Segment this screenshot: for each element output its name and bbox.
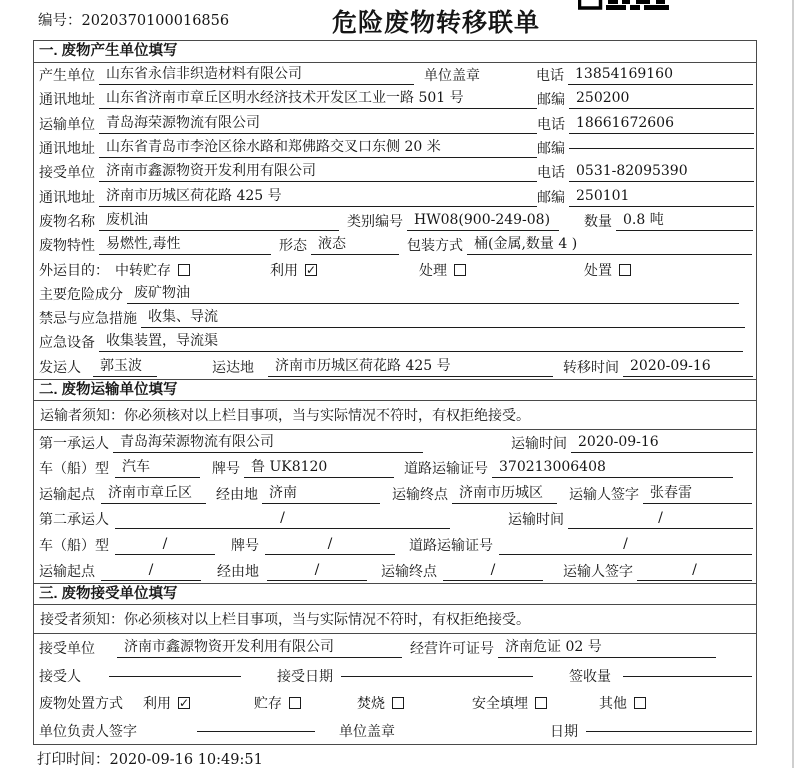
checkbox-option-storage [254, 693, 301, 713]
field-label: 类别编号 [347, 213, 403, 230]
field-label: 运输终点 [381, 563, 437, 580]
field-value: / [568, 509, 753, 529]
print-time-value: 2020-09-16 10:49:51 [109, 752, 263, 768]
field-value: 汽车 [115, 458, 200, 478]
row-waste-property [34, 233, 756, 257]
field-value: 济南 [262, 484, 380, 504]
field-value: 2020-09-16 [571, 433, 753, 453]
field-label: 废物名称 [39, 213, 95, 230]
document-header [0, 0, 796, 40]
row-route-1 [34, 481, 756, 507]
field-value: 废矿物油 [127, 284, 739, 304]
field-value [341, 675, 533, 677]
field-label: 产生单位 [39, 68, 95, 85]
checkbox-label: 利用 [143, 696, 171, 713]
field-label: 接受单位 [39, 641, 95, 658]
field-value: 山东省济南市章丘区明水经济技术开发区工业一路 501 号 [99, 89, 537, 109]
row-receiver-address [34, 184, 756, 208]
field-label: 发运人 [39, 359, 81, 376]
row-producer-unit [34, 63, 756, 87]
field-label: 主要危险成分 [39, 286, 123, 303]
checkmark: ✓ [179, 696, 190, 711]
field-value [109, 675, 241, 677]
field-value: 青岛海荣源物流有限公司 [99, 114, 537, 134]
checkbox-option-other [599, 693, 646, 713]
row-transfer-purpose [34, 257, 756, 281]
checkbox-option-utilize [270, 260, 317, 280]
row-emergency-measures [34, 306, 756, 330]
field-value: 张春雷 [643, 484, 752, 504]
field-label: 电话 [537, 116, 565, 133]
form-table [33, 40, 757, 745]
row-shipper [34, 355, 756, 379]
row-transport-unit [34, 112, 756, 136]
checkbox-option-incinerate [357, 693, 404, 713]
field-label: 单位盖章 [339, 723, 395, 740]
doc-title: 危险废物转移联单 [332, 9, 541, 37]
row-producer-address [34, 87, 756, 111]
field-value [197, 730, 315, 732]
section2-header: 二. 废物运输单位填写 [34, 379, 756, 401]
checkbox-label: 安全填埋 [472, 696, 528, 713]
page-edge-line [792, 0, 794, 768]
field-label: 运输人签字 [569, 486, 639, 503]
field-value: HW08(900-249-08) [407, 211, 559, 231]
field-label: 外运目的： [39, 262, 109, 279]
serial-number [38, 9, 229, 30]
checkbox-option-transit-storage [115, 260, 190, 280]
row-receiver-unit [34, 160, 756, 184]
field-value: 收集、导流 [141, 308, 745, 328]
print-time [37, 748, 263, 768]
checkbox-label: 其他 [599, 696, 627, 713]
qr-code-fragment [578, 0, 670, 10]
field-value [623, 675, 752, 677]
field-value: 济南危证 02 号 [498, 638, 716, 658]
field-label: 运输起点 [39, 486, 95, 503]
field-label: 运输单位 [39, 116, 95, 133]
checkbox-icon [289, 697, 301, 709]
field-value: 250101 [569, 187, 754, 207]
field-value: 山东省青岛市李沧区徐水路和郑佛路交叉口东侧 20 米 [99, 138, 537, 158]
checkbox-option-treat [419, 260, 466, 280]
row-transport-address [34, 136, 756, 160]
field-value: / [115, 535, 215, 555]
field-value: 青岛海荣源物流有限公司 [113, 433, 423, 453]
field-label: 邮编 [537, 189, 565, 206]
print-time-label: 打印时间： [37, 752, 110, 768]
checkbox-label: 利用 [270, 262, 298, 279]
field-label: 签收量 [569, 668, 611, 685]
checkmark: ✓ [306, 262, 317, 277]
receiver-notice: 接受者须知：你必须核对以上栏目事项，当与实际情况不符时，有权拒绝接受。 [34, 605, 756, 634]
field-value: 250200 [569, 89, 754, 109]
row-responsible-signature [34, 717, 756, 745]
field-label: 车（船）型 [39, 538, 109, 555]
field-value: / [267, 561, 367, 581]
field-label: 通讯地址 [39, 92, 95, 109]
section-transporter [34, 379, 756, 584]
checkbox-icon [454, 264, 466, 276]
field-value: 济南市历城区荷花路 425 号 [268, 357, 553, 377]
field-label: 运输终点 [392, 486, 448, 503]
checkbox-label: 处置 [584, 262, 612, 279]
field-label: 运输起点 [39, 563, 95, 580]
checkbox-icon [619, 264, 631, 276]
field-label: 接受人 [39, 668, 81, 685]
field-label: 第一承运人 [39, 435, 109, 452]
section1-header: 一. 废物产生单位填写 [34, 41, 756, 63]
field-value: 2020-09-16 [623, 357, 753, 377]
row-route-2 [34, 558, 756, 584]
field-value: 收集装置，导流渠 [99, 332, 743, 352]
field-value: 0.8 吨 [616, 211, 753, 231]
field-label: 包装方式 [407, 238, 463, 255]
field-label: 禁忌与应急措施 [39, 311, 137, 328]
field-value [569, 147, 754, 149]
field-value: / [499, 535, 752, 555]
field-label: 通讯地址 [39, 189, 95, 206]
row-hazard-components [34, 282, 756, 306]
field-value: / [637, 561, 752, 581]
row-receive-person [34, 662, 756, 690]
checkbox-option-utilize [143, 693, 190, 713]
row-second-carrier [34, 507, 756, 533]
field-label: 运输人签字 [563, 563, 633, 580]
field-label: 应急设备 [39, 335, 95, 352]
field-label: 运输时间 [511, 435, 567, 452]
section-receiver [34, 583, 756, 744]
section-producer [34, 41, 756, 379]
field-label: 单位负责人签字 [39, 723, 137, 740]
field-value: / [265, 535, 395, 555]
checkbox-option-dispose [584, 260, 631, 280]
field-value: 18661672606 [569, 114, 754, 134]
field-value: 济南市历城区 [452, 484, 557, 504]
row-vehicle-2 [34, 532, 756, 558]
field-value: 桶(金属,数量 4 ) [467, 235, 752, 255]
checkbox-option-landfill [472, 693, 547, 713]
transporter-notice: 运输者须知：你必须核对以上栏目事项，当与实际情况不符时，有权拒绝接受。 [34, 401, 756, 430]
field-label: 数量 [584, 213, 612, 230]
section3-header: 三. 废物接受单位填写 [34, 583, 756, 605]
field-value: 济南市鑫源物资开发利用有限公司 [99, 162, 537, 182]
field-value: 0531-82095390 [569, 162, 754, 182]
serial-value: 2020370100016856 [81, 13, 230, 29]
field-label: 经营许可证号 [410, 641, 494, 658]
field-label: 车（船）型 [39, 461, 109, 478]
field-label: 经由地 [217, 563, 259, 580]
field-label: 接受日期 [277, 668, 333, 685]
row-receive-unit [34, 634, 756, 662]
field-label: 转移时间 [563, 359, 619, 376]
field-value: 济南市历城区荷花路 425 号 [99, 187, 537, 207]
field-value: 废机油 [99, 211, 339, 231]
field-label: 牌号 [212, 461, 240, 478]
checkbox-icon [178, 697, 190, 709]
field-value: 液态 [311, 235, 399, 255]
field-value: 济南市鑫源物资开发利用有限公司 [117, 638, 402, 658]
field-value: 济南市章丘区 [101, 484, 206, 504]
row-disposal-method [34, 689, 756, 717]
checkbox-label: 处理 [419, 262, 447, 279]
field-value: 13854169160 [568, 65, 753, 85]
field-value: 山东省永信非织造材料有限公司 [99, 65, 414, 85]
checkbox-icon [305, 264, 317, 276]
field-label: 运达地 [212, 359, 254, 376]
field-value: 370213006408 [492, 458, 733, 478]
field-label: 运输时间 [508, 512, 564, 529]
field-value: 郭玉波 [93, 357, 157, 377]
field-label: 邮编 [537, 141, 565, 158]
field-value: / [115, 509, 450, 529]
field-label: 第二承运人 [39, 512, 109, 529]
serial-label: 编号： [38, 13, 82, 29]
field-label: 邮编 [537, 92, 565, 109]
field-label: 电话 [536, 68, 564, 85]
field-label: 电话 [537, 165, 565, 182]
checkbox-icon [634, 697, 646, 709]
field-label: 道路运输证号 [409, 538, 493, 555]
field-label: 废物处置方式 [39, 696, 123, 713]
field-value: / [443, 561, 543, 581]
field-label: 道路运输证号 [404, 461, 488, 478]
checkbox-icon [392, 697, 404, 709]
checkbox-icon [178, 264, 190, 276]
field-value [586, 730, 752, 732]
field-label: 经由地 [216, 486, 258, 503]
checkbox-label: 中转贮存 [115, 262, 171, 279]
field-label: 日期 [550, 723, 578, 740]
row-waste-name [34, 209, 756, 233]
checkbox-label: 贮存 [254, 696, 282, 713]
row-vehicle-1 [34, 455, 756, 481]
row-first-carrier [34, 430, 756, 456]
field-value: / [101, 561, 201, 581]
checkbox-label: 焚烧 [357, 696, 385, 713]
checkbox-icon [535, 697, 547, 709]
row-emergency-equipment [34, 330, 756, 354]
field-label: 形态 [279, 238, 307, 255]
field-label: 接受单位 [39, 165, 95, 182]
field-value: 鲁 UK8120 [244, 458, 394, 478]
field-label: 牌号 [231, 538, 259, 555]
field-label: 通讯地址 [39, 141, 95, 158]
field-label: 废物特性 [39, 238, 95, 255]
field-label: 单位盖章 [424, 68, 480, 85]
field-value: 易燃性,毒性 [99, 235, 271, 255]
